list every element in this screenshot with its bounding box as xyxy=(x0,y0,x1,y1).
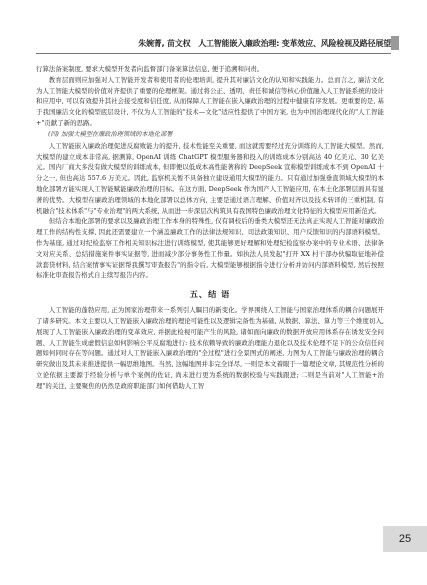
header-rule xyxy=(36,53,391,54)
header-marker xyxy=(391,36,399,50)
paragraph: 教育层面则应加强对人工智能开发者和使用者的伦理培训, 提升其对廉洁文化的认知和实践能力。总而言之, 廉洁文化为人工智能大模型的价值对齐提供了重要的伦理框架。通过将公正、透明、责任和诚信等核心价值融入人工智能系统的设计和应用中, 可以有效提升其社会接受度和信任度, 从而保障人工智能在嵌入廉政治理的过程中健康有序发展。更重要的是, 基于我国廉洁文化的模型底层设计, 不仅为人工智能的"技术—文化"适应性提供了中国方案, 也为中国治理现代化的"人工智能+"贡献了新的思路。 xyxy=(36,75,384,127)
paragraph: 人工智能的蓬勃应用, 正为国家治理带来一系列引人瞩目的新变化。学界围绕人工智能与国家治理体系的耦合问题展开了诸多研究。本文主要以人工智能嵌入廉政治理的理论可能性以及逻辑完备性为基础, 从数据、算法、算力等三个维度切入, 展现了人工智能嵌入廉政治理的变革效应, 并据此检视可能产生的风险, 诸如面向廉政的数据开放应用体系存在诱发安全问题、人工智能生成虚假信息如何影响公平反腐地进行: 技术依赖导致的廉政治理能力退化以及技术伦理不足下的公众信任问题如何同时存在等问题。通过对人工智能嵌入廉政治理的"全过程"进行全景图式的阐述, 力图为人工智能与廉政治理的耦合研究做出及其未来推进提供一幅思维地图。当然, 这幅地图并非完全详尽, 一则是本文着眼于一篇理论文章, 其规范性分析的立论依据主要源于经验分析与单个案例的佐证, 尚未进行更为系统的数据校验与实践跟进; 二则是当前对"人工智能+治理"的关注, 主要聚焦的仍然是政府职能部门如何借助人工智 xyxy=(36,306,384,390)
page-number: 25 xyxy=(383,526,427,552)
body-text xyxy=(36,64,384,392)
paragraph: 但结合本地化部署的要求以及廉政治理工作本身的特殊性, 仅有调校后的垂类大模型还无法真正实现人工智能对廉政治理工作的结构性支撑, 因此还需要建立一个涵盖廉政工作的法律法规知识、司法政策知识、用户反馈知识的内部语料模型。作为基座, 通过对纪检监察工作相关知识标注进行训练模型, 使其能够更好理解和处理纪检监察办案中的专业术语、法律条文对应关系、总结措施案件事实证据等, 进而减少部分事务性工作量。如执法人员发起"打开 XX 村干部办伙骗取征地补偿款套贷材料, 结合案情事实证据帮我撰写审查报告"的指令后, 大模型能够根据指令进行分析并访问内部语料模型, 然后按照标准化审查报告格式自主续写报告内容。 xyxy=(36,217,384,280)
section-title: 五、结 语 xyxy=(189,289,231,300)
subsection-heading: (四) 加强大模型在廉政治理领域的本地化部署 xyxy=(48,130,173,138)
running-header: 朱婉菁, 苗文权 人工智能嵌入廉政治理: 变革效应、风险检视及路径展望 xyxy=(138,39,391,48)
paragraph: 人工智能嵌入廉政治理促进反腐败能力的提升, 技术性能至关重要, 而这就需要经过充分训练的人工智能大模型。然而, 大模型的建立成本非常高, 据测算, OpenAI 训练 ChatGPT 模型服务器和投入的训练成本分别高达 40 亿美元、30 亿美元。国内厂商大多没有做大模型的训练成本, 但即便以低成本高性能著称的 DeepSeek 宣称模型训练成本不到 OpenAI 十分之一, 但也高达 557.6 万美元。因此, 监察机关暂不具备独立建设通用大模型的能力。只有通过加强垂直领域大模型的本地化部署方能实现人工智能赋能廉政治理的目标。在这方面, DeepSeek 作为国产人工智能应用, 在本土化部署层面具有显著的优势。大模型在廉政治理领域的本地化部署以总体方向, 主要是通过语言理解、价值对齐以及技术转译的三重机制, 有机融合"技术体系"与"专业治理"的两大系统, 从而进一步深层次构筑具有我国特色廉政治理文化特征的大模型应用新范式。 xyxy=(36,141,384,215)
paragraph-continuation: 行算法备案制度, 要求大模型开发者向监督部门备案算法信息, 便于追溯和问责。 xyxy=(36,65,264,73)
